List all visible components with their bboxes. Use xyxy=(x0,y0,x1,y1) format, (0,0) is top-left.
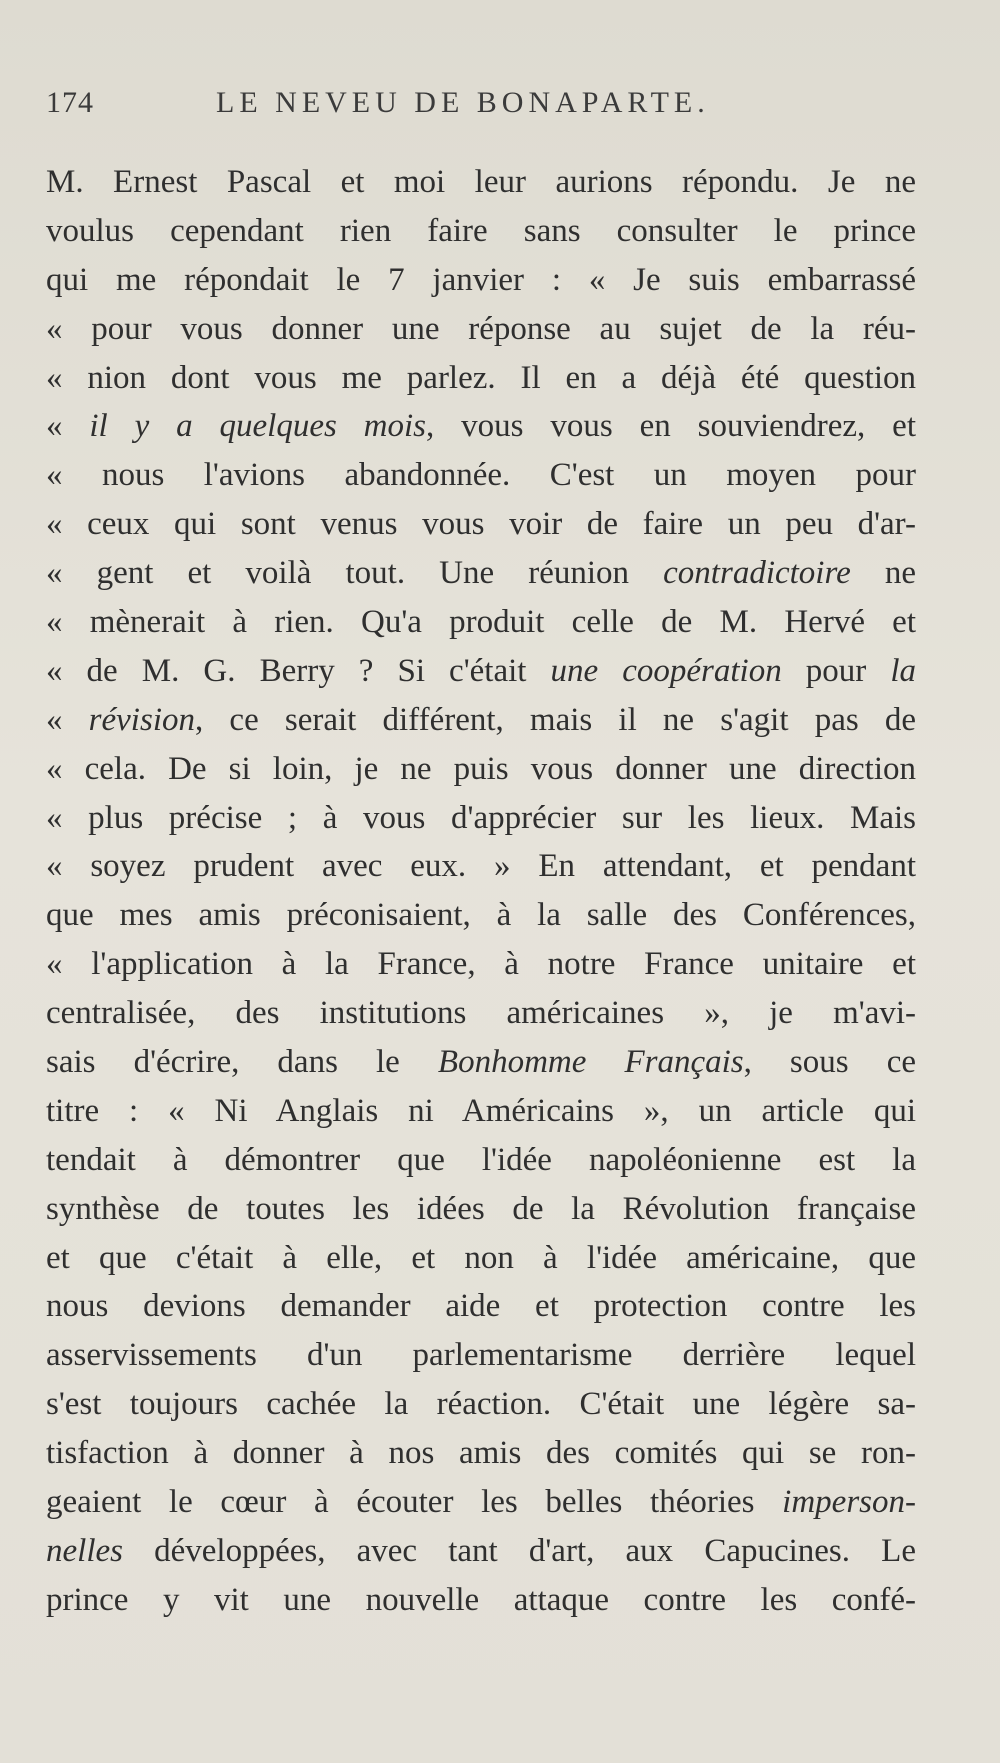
text-segment: titre : « Ni Anglais ni Américains », un article qui xyxy=(46,1092,916,1129)
text-segment: s'est toujours cachée la réaction. C'était une légère sa- xyxy=(46,1386,916,1423)
text-segment: « pour vous donner une réponse au sujet de la réu- xyxy=(46,310,916,347)
body-text xyxy=(46,158,916,1625)
text-line xyxy=(46,989,916,1038)
text-segment: centralisée, des institutions américaines », je m'avi- xyxy=(46,995,916,1032)
text-segment: , sous ce xyxy=(743,1044,916,1081)
italic-text: Bonhomme Français xyxy=(437,1044,744,1081)
italic-text: révision xyxy=(88,701,195,738)
text-segment: pour xyxy=(781,652,891,689)
text-line xyxy=(46,745,916,794)
text-segment: « ceux qui sont venus vous voir de faire un peu d'ar- xyxy=(46,506,916,543)
text-segment: synthèse de toutes les idées de la Révolution française xyxy=(46,1190,916,1227)
text-segment: M. Ernest Pascal et moi leur aurions répondu. Je ne xyxy=(46,164,916,200)
text-segment: , vous vous en souviendrez, et xyxy=(426,408,916,445)
text-segment: « l'application à la France, à notre France unitaire et xyxy=(46,946,916,983)
page-number: 174 xyxy=(46,86,94,119)
text-segment: nous devions demander aide et protection contre les xyxy=(46,1288,916,1325)
text-line xyxy=(46,1380,916,1429)
text-segment: « soyez prudent avec eux. » En attendant, et pendant xyxy=(46,848,916,885)
text-segment: « mènerait à rien. Qu'a produit celle de M. Hervé et xyxy=(46,604,916,641)
running-title: LE NEVEU DE BONAPARTE. xyxy=(216,86,710,119)
text-segment: « nous l'avions abandonnée. C'est un moyen pour xyxy=(46,457,916,494)
text-line xyxy=(46,402,916,451)
text-segment: sais d'écrire, dans le xyxy=(46,1044,438,1081)
text-segment: que mes amis préconisaient, à la salle des Conférences, xyxy=(46,897,916,934)
text-segment: « gent et voilà tout. Une réunion xyxy=(46,555,664,592)
page-header xyxy=(46,86,746,136)
text-line xyxy=(46,500,916,549)
text-segment: développées, avec tant d'art, aux Capucines. Le xyxy=(122,1532,916,1569)
text-segment: geaient le cœur à écouter les belles théories xyxy=(46,1484,783,1521)
text-line xyxy=(46,940,916,989)
text-line xyxy=(46,158,916,207)
text-line xyxy=(46,1576,916,1625)
text-segment: et que c'était à elle, et non à l'idée américaine, que xyxy=(46,1239,916,1276)
text-line xyxy=(46,1527,916,1576)
text-line xyxy=(46,1234,916,1283)
text-line xyxy=(46,1429,916,1478)
text-segment: « de M. G. Berry ? Si c'était xyxy=(46,652,551,689)
text-segment: tendait à démontrer que l'idée napoléonienne est la xyxy=(46,1141,916,1178)
text-line xyxy=(46,647,916,696)
text-line xyxy=(46,305,916,354)
text-segment: prince y vit une nouvelle attaque contre les confé- xyxy=(46,1581,916,1618)
italic-text: il y a quelques mois xyxy=(89,408,427,445)
text-segment: , ce serait différent, mais il ne s'agit pas de xyxy=(195,701,916,738)
italic-text: nelles xyxy=(46,1532,123,1569)
text-line xyxy=(46,256,916,305)
text-line xyxy=(46,696,916,745)
text-line xyxy=(46,794,916,843)
text-segment: « xyxy=(46,408,90,445)
text-line xyxy=(46,207,916,256)
text-line xyxy=(46,1282,916,1331)
text-line xyxy=(46,1185,916,1234)
italic-text: contradictoire xyxy=(663,555,851,592)
text-segment: asservissements d'un parlementarisme derrière lequel xyxy=(46,1337,916,1374)
text-line xyxy=(46,451,916,500)
text-line xyxy=(46,1478,916,1527)
text-segment: « nion dont vous me parlez. Il en a déjà été question xyxy=(46,359,916,396)
text-line xyxy=(46,891,916,940)
text-segment: « cela. De si loin, je ne puis vous donner une direction xyxy=(46,750,916,787)
text-segment: ne xyxy=(850,555,916,592)
text-line xyxy=(46,354,916,403)
text-line xyxy=(46,842,916,891)
text-segment: « plus précise ; à vous d'apprécier sur les lieux. Mais xyxy=(46,799,916,836)
text-line xyxy=(46,549,916,598)
text-segment: qui me répondait le 7 janvier : « Je suis embarrassé xyxy=(46,261,916,298)
text-segment: voulus cependant rien faire sans consulter le prince xyxy=(46,212,916,249)
italic-text: une coopération xyxy=(550,652,782,689)
text-line xyxy=(46,1331,916,1380)
italic-text: la xyxy=(890,652,916,689)
text-line xyxy=(46,598,916,647)
text-line xyxy=(46,1038,916,1087)
text-line xyxy=(46,1087,916,1136)
text-segment: « xyxy=(46,701,89,738)
italic-text: imperson- xyxy=(782,1484,916,1521)
text-line xyxy=(46,1136,916,1185)
text-segment: tisfaction à donner à nos amis des comités qui se ron- xyxy=(46,1435,916,1472)
